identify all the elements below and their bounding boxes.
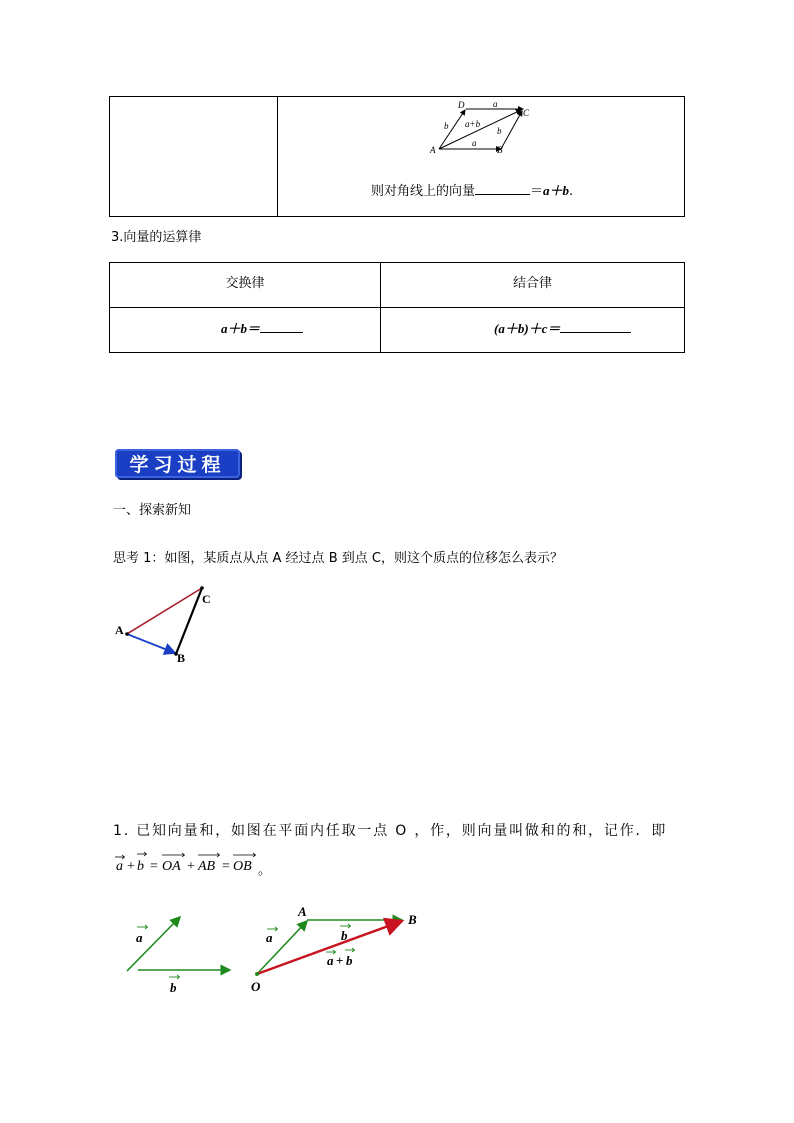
paragraph-vector-sum: 1. 已知向量和，如图在平面内任取一点 O ，作，则向量叫做和的和，记作．即 xyxy=(113,823,668,839)
commutative-expr: a＋b＝ xyxy=(221,321,261,336)
label-D: D xyxy=(458,100,465,110)
label-sum-b: b xyxy=(346,953,353,968)
commutative-formula xyxy=(221,318,303,337)
label-left-b: b xyxy=(444,121,449,131)
label-B: B xyxy=(408,912,417,927)
label-right-b: b xyxy=(497,126,502,136)
label-C: C xyxy=(523,108,530,118)
sentence-expr: a＋b xyxy=(543,183,570,198)
formula-plus2: + xyxy=(187,859,195,874)
triangle-label-A: A xyxy=(115,623,124,637)
associative-expr: (a＋b)＋c＝ xyxy=(494,321,561,336)
formula-OB: OB xyxy=(233,859,252,874)
label-AB-b: b xyxy=(341,928,348,943)
formula-eq2: = xyxy=(222,859,230,874)
free-vector-a xyxy=(127,917,180,971)
triangle-figure xyxy=(112,582,222,668)
formula-a: a xyxy=(116,859,123,874)
diagonal-sentence xyxy=(371,180,573,199)
point-O xyxy=(255,972,259,976)
banner-text: 学习过程 xyxy=(129,454,226,476)
sentence-eq: ＝ xyxy=(530,184,544,199)
label-diagonal: a+b xyxy=(465,119,481,129)
formula-b: b xyxy=(137,859,144,874)
header-associative: 结合律 xyxy=(512,276,552,291)
formula-end: 。 xyxy=(258,862,272,877)
label-bottom-a: a xyxy=(472,138,477,148)
vector-addition-figure xyxy=(112,900,432,1000)
answer-blank-associative[interactable] xyxy=(560,332,631,333)
label-top-a: a xyxy=(493,99,498,109)
associative-formula xyxy=(494,318,631,337)
sentence-end: . xyxy=(569,184,574,199)
label-OA-a: a xyxy=(266,930,273,945)
segment-bc xyxy=(176,588,202,654)
heading-explore: 一、探索新知 xyxy=(113,503,192,518)
label-sum-plus: + xyxy=(336,953,344,968)
side-bc xyxy=(501,111,522,149)
point-a xyxy=(125,632,129,636)
table1-left-cell xyxy=(109,96,278,217)
sentence-prefix: 则对角线上的向量 xyxy=(371,184,476,199)
free-label-b: b xyxy=(170,980,177,995)
vector-ac xyxy=(127,588,202,634)
diagonal-ac xyxy=(439,110,521,149)
think-question-1: 思考 1：如图，某质点从点 A 经过点 B 到点 C，则这个质点的位移怎么表示？ xyxy=(113,551,563,566)
point-c xyxy=(200,586,204,590)
vector-sum-formula xyxy=(112,848,282,878)
formula-eq1: = xyxy=(150,859,158,874)
triangle-label-B: B xyxy=(177,651,186,665)
label-B: B xyxy=(497,145,503,155)
answer-blank-diagonal[interactable] xyxy=(475,194,530,195)
section3-title: 3.向量的运算律 xyxy=(111,230,202,245)
parallelogram-figure xyxy=(425,98,535,158)
formula-plus: + xyxy=(127,859,135,874)
answer-blank-commutative[interactable] xyxy=(260,332,303,333)
label-A: A xyxy=(298,904,307,919)
vector-ab xyxy=(127,634,175,653)
section-banner xyxy=(115,449,240,478)
formula-AB: AB xyxy=(198,859,216,874)
label-O: O xyxy=(251,979,261,994)
triangle-label-C: C xyxy=(202,592,211,606)
free-label-a: a xyxy=(136,930,143,945)
label-sum-a: a xyxy=(327,953,334,968)
label-A: A xyxy=(430,145,436,155)
formula-OA: OA xyxy=(162,859,181,874)
header-commutative: 交换律 xyxy=(225,276,265,291)
